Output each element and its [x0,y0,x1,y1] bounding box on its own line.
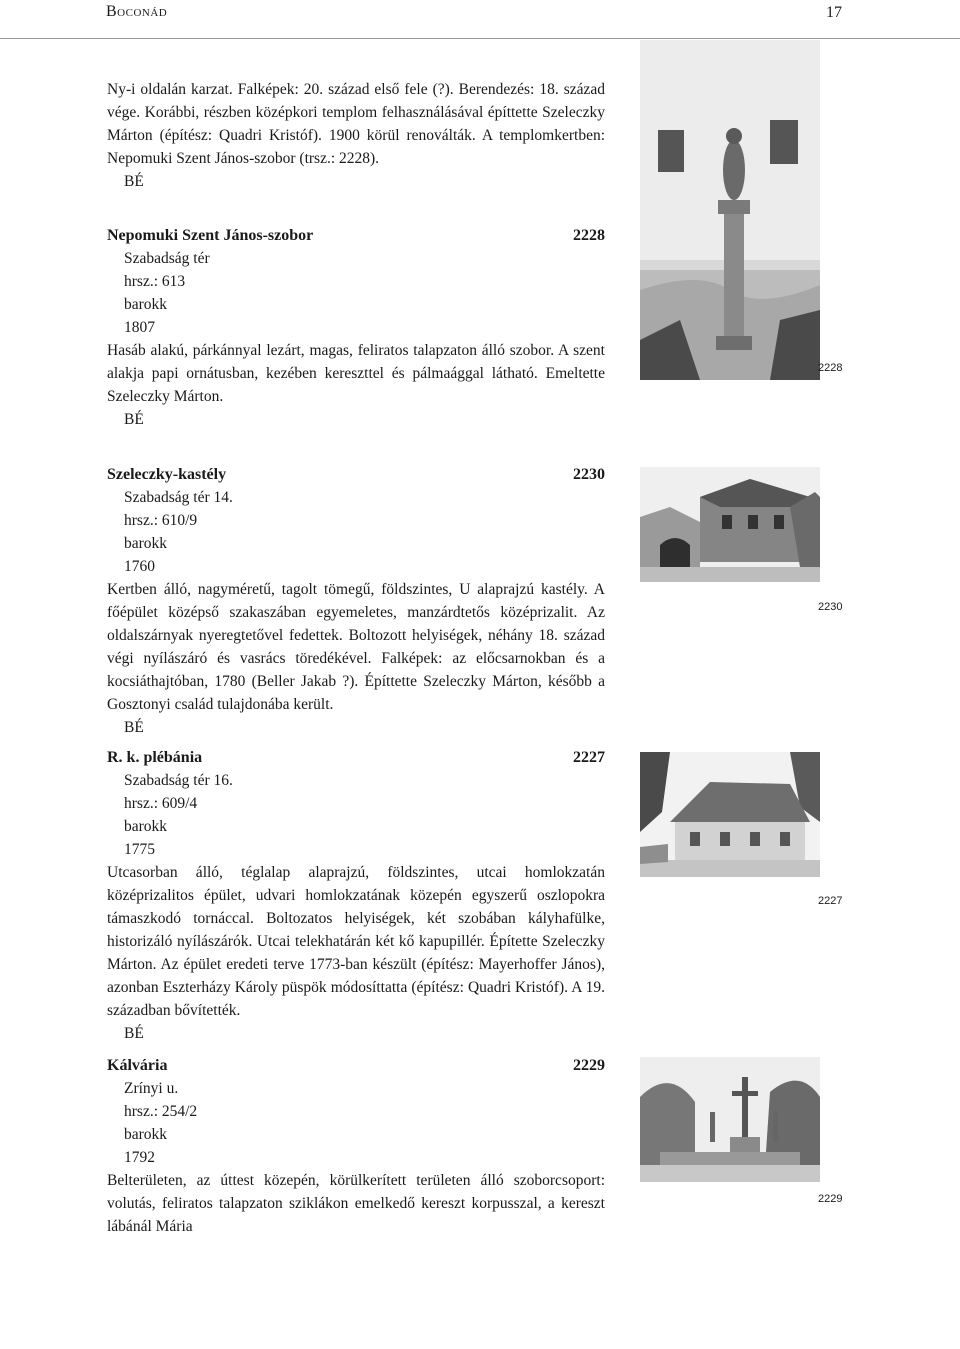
intro-author: BÉ [124,173,144,190]
photo-caption-parsonage: 2227 [818,895,843,907]
entry-address: Zrínyi u. [124,1080,179,1097]
entry-year: 1775 [124,841,155,858]
entry-address: Szabadság tér 16. [124,772,233,789]
page-number: 17 [826,4,842,21]
entry-description: Kertben álló, nagyméretű, tagolt tömegű, földszintes, U alaprajzú kastély. A főépület középső szakaszában egyemeletes, manzárdtetős középrizalit. Az oldalszárnyak nyeregtetővel fedettek. Boltozott helyiségek, néhány 18. század végi nyílászáró és vasrács töredékével. Falképek: az előcsarnokban és a kocsiáthajtóban, 1780 (Beller Jakab ?). Építtette Szeleczky Márton, később a Gosztonyi család tulajdonába került. [107,581,605,713]
photo-parsonage [640,752,820,877]
entry-number: 2228 [573,227,605,244]
entry-kastely [107,463,605,739]
entry-author: BÉ [124,719,144,736]
entry-number: 2227 [573,749,605,766]
entry-description: Utcasorban álló, téglalap alaprajzú, földszintes, utcai homlokzatán középrizalitos épület, udvari homlokzatának közepén egyszerű oszlopokra támaszkodó tornáccal. Boltozatos helyiségek, két szobában kályhafülke, historizáló nyílászárók. Utcai telekhatárán két kő kapupillér. Építette Szeleczky Márton. Az épület eredeti terve 1773-ban készült (építész: Mayerhoffer János), azonban Eszterházy Károly püspök módosíttatta (építész: Quadri Kristóf). A 19. században bővítették. [107,864,605,1019]
entry-hrsz: hrsz.: 254/2 [124,1103,198,1120]
entry-author: BÉ [124,1025,144,1042]
entry-style: barokk [124,818,168,835]
photo-manor [640,467,820,582]
entry-address: Szabadság tér [124,250,210,267]
entry-hrsz: hrsz.: 613 [124,273,186,290]
entry-hrsz: hrsz.: 609/4 [124,795,198,812]
entry-description: Belterületen, az úttest közepén, körülkerített területen álló szoborcsoport: volutás, feliratos talapzaton sziklákon emelkedő kereszt korpusszal, a kereszt lábánál Mária [107,1172,605,1235]
entry-heading [107,463,605,486]
entry-address: Szabadság tér 14. [124,489,233,506]
entry-number: 2229 [573,1057,605,1074]
entry-description: Hasáb alakú, párkánnyal lezárt, magas, feliratos talapzaton álló szobor. A szent alakja papi ornátusban, kezében kereszttel és pálmaággal látható. Emeltette Szeleczky Márton. [107,342,605,405]
photo-caption-statue: 2228 [818,362,843,374]
entry-heading [107,746,605,769]
photo-statue [640,40,820,380]
entry-nepomuki [107,224,605,431]
entry-year: 1792 [124,1149,155,1166]
photo-caption-calvary: 2229 [818,1193,843,1205]
photo-calvary [640,1057,820,1182]
intro-section [107,78,605,193]
entry-style: barokk [124,1126,168,1143]
entry-year: 1807 [124,319,155,336]
intro-text: Ny-i oldalán karzat. Falképek: 20. század első fele (?). Berendezés: 18. század vége. Korábbi, részben középkori templom felhasználásával építtette Szeleczky Márton (építész: Quadri Kristóf). 1900 körül renoválták. A templomkertben: Nepomuki Szent János-szobor (trsz.: 2228). [107,81,605,167]
entry-title: Nepomuki Szent János-szobor [107,227,314,244]
running-head-title: Boconád [106,3,168,20]
entry-author: BÉ [124,411,144,428]
entry-kalvaria [107,1054,605,1238]
entry-style: barokk [124,535,168,552]
entry-title: Kálvária [107,1057,168,1074]
entry-number: 2230 [573,466,605,483]
running-head [0,0,960,39]
photo-caption-manor: 2230 [818,601,843,613]
entry-title: Szeleczky-kastély [107,466,227,483]
entry-hrsz: hrsz.: 610/9 [124,512,198,529]
entry-heading [107,1054,605,1077]
entry-title: R. k. plébánia [107,749,203,766]
entry-heading [107,224,605,247]
entry-plebania [107,746,605,1045]
entry-year: 1760 [124,558,155,575]
entry-style: barokk [124,296,168,313]
